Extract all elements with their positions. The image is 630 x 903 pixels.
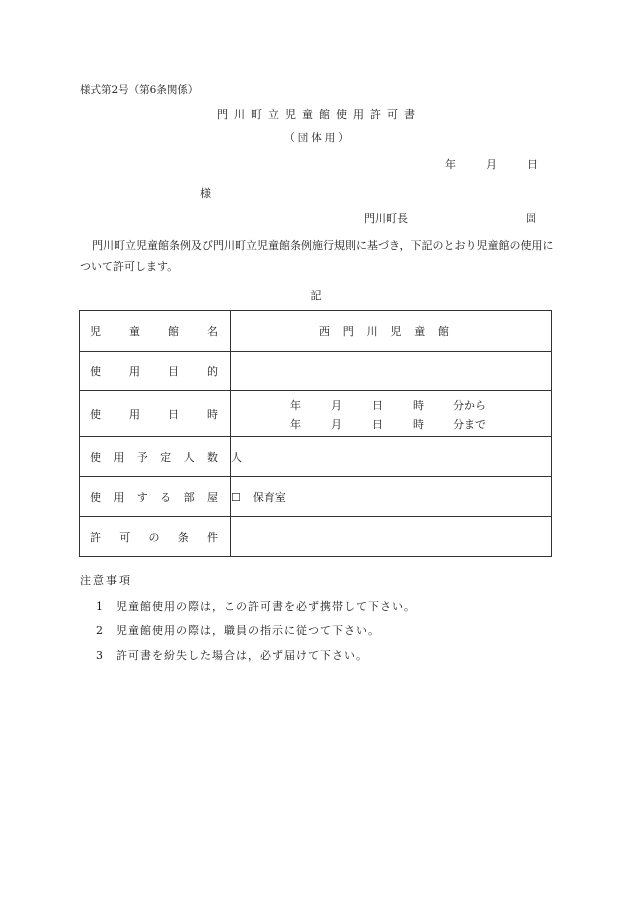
label-char: 許 [90,530,101,544]
label-char: る [160,490,172,504]
note-text: 児童館使用の際は，職員の指示に従つて下さい。 [116,624,380,637]
value-datetime[interactable] [231,391,552,437]
label-char: 人 [183,450,195,464]
dt-hour: 時 [413,398,424,412]
form-number: 様式第2号（第6条関係） [80,84,199,96]
label-char: 童 [129,325,140,338]
label-char: 可 [119,530,131,544]
label-expected-people [80,437,231,477]
label-char: 使 [90,490,101,504]
label-char: 時 [207,407,218,421]
dt-year: 年 [290,398,301,412]
checkbox-icon[interactable]: ☐ [231,490,241,504]
label-char: 使 [90,407,101,421]
issuer-name: 門川町長 [364,212,408,225]
body-text: 門川町立児童館条例及び門川町立児童館条例施行規則に基づき，下記のとおり児童館の使用について許可します。 [80,239,554,273]
value-char: 童 [414,325,426,338]
note-item [96,622,380,638]
label-char: 館 [168,325,179,338]
label-char: 的 [207,365,218,378]
label-char: 目 [168,365,179,378]
note-number: 3 [96,649,104,662]
datetime-to [231,414,551,433]
value-char: 西 [319,325,330,338]
label-char: 使 [90,450,101,464]
dt-day: 日 [372,417,383,431]
dt-year: 年 [290,417,301,431]
value-conditions[interactable] [231,517,552,557]
label-room [80,477,231,517]
value-char: 川 [366,325,378,338]
ki-label: 記 [310,289,322,302]
dt-month: 月 [331,417,342,431]
label-char: 用 [113,490,125,504]
value-expected-people[interactable] [231,437,552,477]
label-char: 名 [207,325,218,338]
label-char: 数 [206,450,218,464]
label-char: 用 [113,450,125,464]
note-text: 許可書を紛失した場合は，必ず届けて下さい。 [116,649,368,662]
date-year-label: 年 [445,158,456,171]
value-purpose[interactable] [231,352,552,391]
note-number: 2 [96,624,104,637]
date-month-label: 月 [486,158,497,171]
dt-month: 月 [331,398,342,412]
room-name: 保育室 [252,490,286,504]
table-row [80,391,552,437]
label-char: の [148,530,160,544]
label-char: す [136,490,148,504]
table-row [80,517,552,557]
value-char: 門 [342,325,354,338]
value-char: 児 [390,325,402,338]
label-char: 定 [160,450,172,464]
addressee-suffix: 様 [200,187,211,200]
dt-hour: 時 [413,417,424,431]
date-day-label: 日 [527,158,538,171]
label-purpose [80,352,231,391]
label-conditions [80,517,231,557]
label-char: 用 [129,365,140,378]
dt-day: 日 [372,398,383,412]
label-char: 屋 [206,490,218,504]
label-char: 日 [168,407,179,421]
body-paragraph [80,235,555,277]
label-char: 予 [136,450,148,464]
notes-title: 注意事項 [80,574,132,587]
note-number: 1 [96,600,104,613]
value-char: 館 [437,325,449,338]
table-row [80,311,552,352]
seal-mark: 圁 [526,214,536,225]
value-room [231,477,552,517]
people-unit: 人 [231,450,242,464]
label-char: 用 [129,407,140,421]
datetime-from [231,395,551,414]
note-text: 児童館使用の際は，この許可書を必ず携帯して下さい。 [116,600,416,613]
dt-tail: 分から [453,398,486,412]
label-char: 部 [183,490,195,504]
document-title: 門川町立児童館使用許可書 [217,108,421,121]
label-char: 児 [90,325,101,338]
table-row [80,437,552,477]
label-facility-name [80,311,231,352]
label-char: 件 [207,530,218,544]
table-row [80,352,552,391]
value-facility-name [231,311,552,352]
label-char: 条 [177,530,189,544]
note-item [96,598,416,614]
document-subtitle: （団体用） [284,132,352,144]
permit-table [79,310,552,557]
dt-tail: 分まで [453,417,486,431]
label-char: 使 [90,365,101,378]
table-row [80,477,552,517]
note-item [96,647,368,663]
label-datetime [80,391,231,437]
